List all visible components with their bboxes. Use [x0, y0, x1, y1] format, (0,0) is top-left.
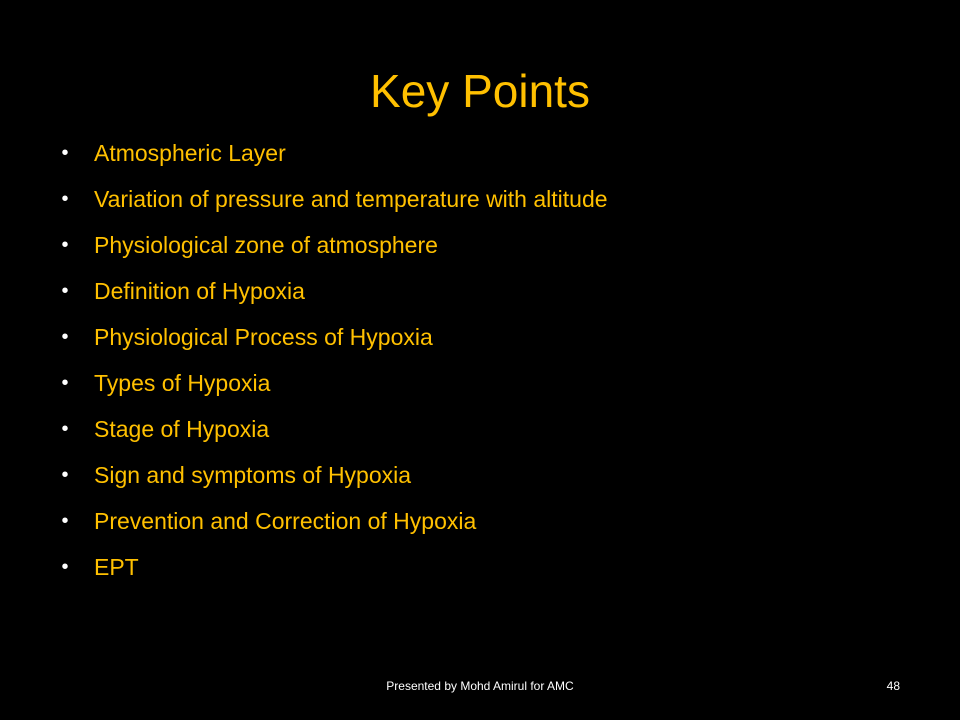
bullet-text: EPT: [94, 554, 139, 580]
footer-text: Presented by Mohd Amirul for AMC: [386, 679, 574, 693]
bullet-icon: •: [61, 326, 69, 348]
slide-title: Key Points: [370, 65, 590, 117]
bullet-icon: •: [61, 280, 69, 302]
bullet-text: Atmospheric Layer: [94, 140, 286, 166]
slide-number: 48: [886, 679, 900, 693]
bullet-item: [58, 360, 918, 406]
bullet-icon: •: [61, 188, 69, 210]
bullet-text: Prevention and Correction of Hypoxia: [94, 508, 477, 534]
bullet-item: [58, 176, 918, 222]
bullet-item: [58, 544, 918, 590]
slide-footer: [0, 676, 960, 696]
bullet-list: [58, 130, 918, 590]
bullet-icon: •: [61, 418, 69, 440]
bullet-item: [58, 222, 918, 268]
bullet-text: Types of Hypoxia: [94, 370, 271, 396]
bullet-text: Physiological zone of atmosphere: [94, 232, 438, 258]
bullet-icon: •: [61, 234, 69, 256]
bullet-icon: •: [61, 464, 69, 486]
bullet-text: Definition of Hypoxia: [94, 278, 305, 304]
bullet-item: [58, 314, 918, 360]
bullet-icon: •: [61, 556, 69, 578]
bullet-icon: •: [61, 142, 69, 164]
bullet-icon: •: [61, 510, 69, 532]
bullet-text: Physiological Process of Hypoxia: [94, 324, 433, 350]
bullet-icon: •: [61, 372, 69, 394]
bullet-item: [58, 406, 918, 452]
bullet-item: [58, 452, 918, 498]
bullet-item: [58, 498, 918, 544]
bullet-item: [58, 268, 918, 314]
bullet-text: Variation of pressure and temperature with altitude: [94, 186, 608, 212]
bullet-text: Stage of Hypoxia: [94, 416, 270, 442]
bullet-text: Sign and symptoms of Hypoxia: [94, 462, 412, 488]
bullet-item: [58, 130, 918, 176]
